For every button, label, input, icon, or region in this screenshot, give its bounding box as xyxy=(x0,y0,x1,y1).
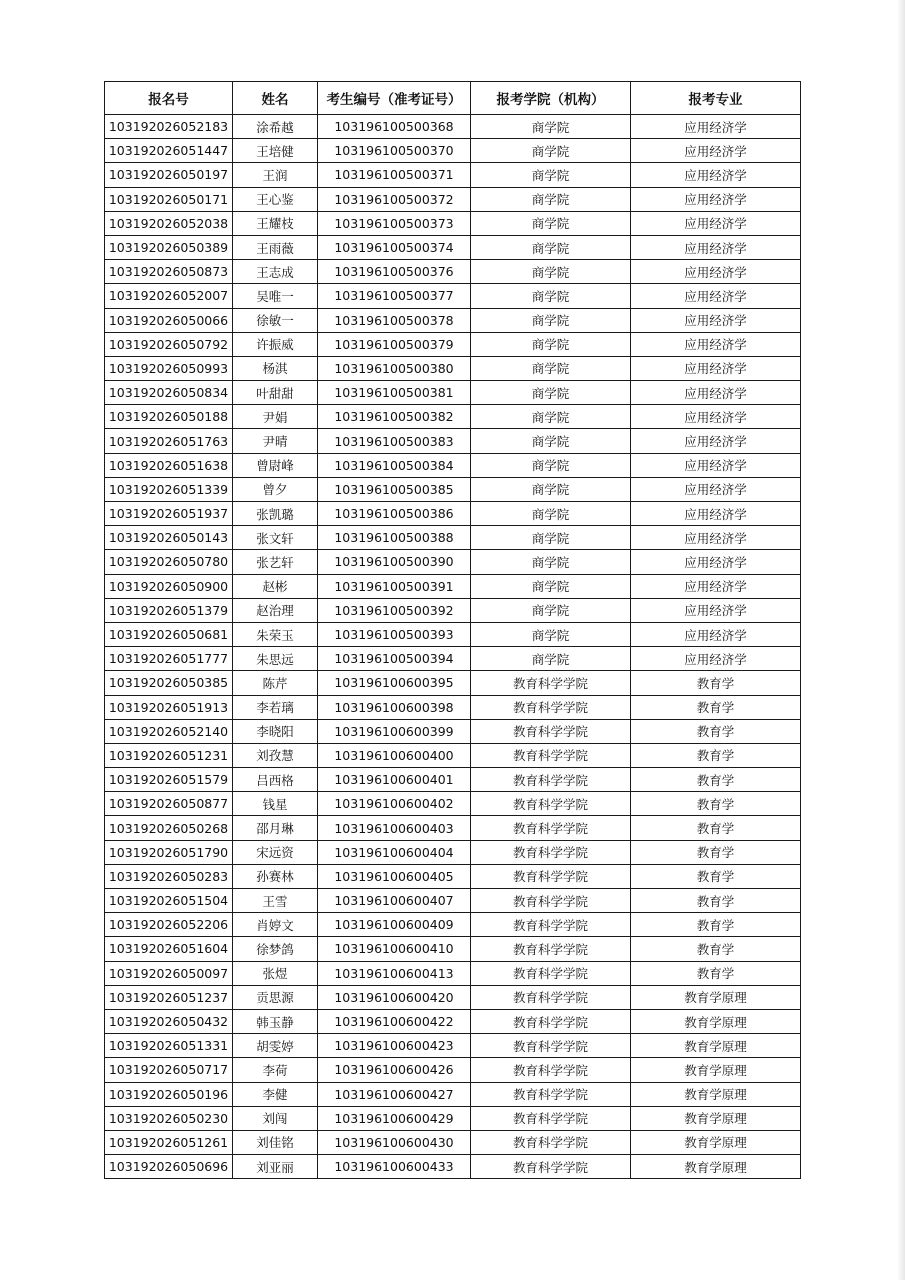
major-cell: 应用经济学 xyxy=(631,260,801,284)
registration-no-cell: 103192026052007 xyxy=(105,284,233,308)
admission-list-table xyxy=(104,81,801,1179)
candidate-no-cell: 103196100600433 xyxy=(318,1155,471,1179)
table-row xyxy=(105,235,801,259)
registration-no-cell: 103192026051777 xyxy=(105,647,233,671)
table-row xyxy=(105,356,801,380)
name-cell: 李健 xyxy=(233,1082,318,1106)
college-cell: 商学院 xyxy=(471,260,631,284)
candidate-no-cell: 103196100600420 xyxy=(318,985,471,1009)
major-cell: 应用经济学 xyxy=(631,187,801,211)
candidate-no-cell: 103196100600423 xyxy=(318,1034,471,1058)
registration-no-cell: 103192026050834 xyxy=(105,381,233,405)
college-cell: 商学院 xyxy=(471,356,631,380)
header-row xyxy=(105,82,801,115)
table-row xyxy=(105,139,801,163)
college-cell: 商学院 xyxy=(471,550,631,574)
table-row xyxy=(105,477,801,501)
major-cell: 应用经济学 xyxy=(631,550,801,574)
table-row xyxy=(105,1155,801,1179)
name-cell: 徐梦鸽 xyxy=(233,937,318,961)
registration-no-cell: 103192026050385 xyxy=(105,671,233,695)
candidate-no-cell: 103196100500370 xyxy=(318,139,471,163)
college-cell: 商学院 xyxy=(471,598,631,622)
major-cell: 教育学原理 xyxy=(631,1130,801,1154)
college-cell: 商学院 xyxy=(471,502,631,526)
registration-no-cell: 103192026050171 xyxy=(105,187,233,211)
table-row xyxy=(105,695,801,719)
registration-no-cell: 103192026052140 xyxy=(105,719,233,743)
college-cell: 教育科学学院 xyxy=(471,1082,631,1106)
name-cell: 刘孜慧 xyxy=(233,743,318,767)
college-cell: 商学院 xyxy=(471,211,631,235)
table-row xyxy=(105,768,801,792)
college-cell: 教育科学学院 xyxy=(471,743,631,767)
registration-no-cell: 103192026051331 xyxy=(105,1034,233,1058)
table-row xyxy=(105,1106,801,1130)
college-cell: 商学院 xyxy=(471,526,631,550)
registration-no-cell: 103192026050900 xyxy=(105,574,233,598)
table-row xyxy=(105,840,801,864)
table-header xyxy=(105,82,801,115)
header-candidate-no: 考生编号（准考证号） xyxy=(318,82,471,115)
candidate-no-cell: 103196100500392 xyxy=(318,598,471,622)
candidate-no-cell: 103196100500380 xyxy=(318,356,471,380)
candidate-no-cell: 103196100500383 xyxy=(318,429,471,453)
college-cell: 商学院 xyxy=(471,115,631,139)
candidate-no-cell: 103196100600410 xyxy=(318,937,471,961)
major-cell: 教育学 xyxy=(631,695,801,719)
table-row xyxy=(105,260,801,284)
college-cell: 商学院 xyxy=(471,647,631,671)
college-cell: 商学院 xyxy=(471,308,631,332)
college-cell: 教育科学学院 xyxy=(471,695,631,719)
name-cell: 徐敏一 xyxy=(233,308,318,332)
table-row xyxy=(105,1130,801,1154)
major-cell: 应用经济学 xyxy=(631,574,801,598)
name-cell: 钱星 xyxy=(233,792,318,816)
major-cell: 应用经济学 xyxy=(631,622,801,646)
table-row xyxy=(105,550,801,574)
name-cell: 许振威 xyxy=(233,332,318,356)
candidate-no-cell: 103196100600399 xyxy=(318,719,471,743)
college-cell: 教育科学学院 xyxy=(471,1009,631,1033)
name-cell: 王润 xyxy=(233,163,318,187)
college-cell: 商学院 xyxy=(471,284,631,308)
table-row xyxy=(105,453,801,477)
table-row xyxy=(105,671,801,695)
major-cell: 教育学原理 xyxy=(631,1058,801,1082)
name-cell: 邵月琳 xyxy=(233,816,318,840)
table-row xyxy=(105,792,801,816)
table-row xyxy=(105,405,801,429)
major-cell: 教育学 xyxy=(631,671,801,695)
name-cell: 吴唯一 xyxy=(233,284,318,308)
name-cell: 涂希越 xyxy=(233,115,318,139)
candidate-no-cell: 103196100600404 xyxy=(318,840,471,864)
table-row xyxy=(105,1058,801,1082)
college-cell: 商学院 xyxy=(471,574,631,598)
name-cell: 杨淇 xyxy=(233,356,318,380)
name-cell: 刘亚丽 xyxy=(233,1155,318,1179)
table-row xyxy=(105,211,801,235)
college-cell: 教育科学学院 xyxy=(471,1034,631,1058)
table-row xyxy=(105,1034,801,1058)
table-row xyxy=(105,864,801,888)
candidate-no-cell: 103196100500386 xyxy=(318,502,471,526)
registration-no-cell: 103192026051339 xyxy=(105,477,233,501)
registration-no-cell: 103192026050188 xyxy=(105,405,233,429)
registration-no-cell: 103192026050792 xyxy=(105,332,233,356)
header-registration-no: 报名号 xyxy=(105,82,233,115)
registration-no-cell: 103192026052038 xyxy=(105,211,233,235)
candidate-no-cell: 103196100500391 xyxy=(318,574,471,598)
major-cell: 应用经济学 xyxy=(631,405,801,429)
major-cell: 应用经济学 xyxy=(631,163,801,187)
major-cell: 教育学 xyxy=(631,816,801,840)
name-cell: 赵彬 xyxy=(233,574,318,598)
major-cell: 应用经济学 xyxy=(631,429,801,453)
name-cell: 王耀枝 xyxy=(233,211,318,235)
college-cell: 商学院 xyxy=(471,139,631,163)
name-cell: 赵治理 xyxy=(233,598,318,622)
major-cell: 应用经济学 xyxy=(631,526,801,550)
registration-no-cell: 103192026050197 xyxy=(105,163,233,187)
name-cell: 韩玉静 xyxy=(233,1009,318,1033)
college-cell: 教育科学学院 xyxy=(471,1155,631,1179)
candidate-no-cell: 103196100600402 xyxy=(318,792,471,816)
college-cell: 教育科学学院 xyxy=(471,937,631,961)
name-cell: 胡雯婷 xyxy=(233,1034,318,1058)
registration-no-cell: 103192026051913 xyxy=(105,695,233,719)
registration-no-cell: 103192026050993 xyxy=(105,356,233,380)
college-cell: 教育科学学院 xyxy=(471,768,631,792)
college-cell: 商学院 xyxy=(471,381,631,405)
registration-no-cell: 103192026050432 xyxy=(105,1009,233,1033)
name-cell: 张煜 xyxy=(233,961,318,985)
registration-no-cell: 103192026051504 xyxy=(105,889,233,913)
registration-no-cell: 103192026052206 xyxy=(105,913,233,937)
candidate-no-cell: 103196100600422 xyxy=(318,1009,471,1033)
table-row xyxy=(105,163,801,187)
header-college: 报考学院（机构） xyxy=(471,82,631,115)
registration-no-cell: 103192026052183 xyxy=(105,115,233,139)
major-cell: 应用经济学 xyxy=(631,211,801,235)
college-cell: 商学院 xyxy=(471,477,631,501)
college-cell: 教育科学学院 xyxy=(471,889,631,913)
major-cell: 应用经济学 xyxy=(631,332,801,356)
name-cell: 王雨薇 xyxy=(233,235,318,259)
name-cell: 张凯璐 xyxy=(233,502,318,526)
registration-no-cell: 103192026050143 xyxy=(105,526,233,550)
table-row xyxy=(105,1009,801,1033)
registration-no-cell: 103192026051604 xyxy=(105,937,233,961)
registration-no-cell: 103192026050268 xyxy=(105,816,233,840)
college-cell: 教育科学学院 xyxy=(471,792,631,816)
name-cell: 陈芹 xyxy=(233,671,318,695)
candidate-no-cell: 103196100600409 xyxy=(318,913,471,937)
table-row xyxy=(105,526,801,550)
candidate-no-cell: 103196100500376 xyxy=(318,260,471,284)
college-cell: 教育科学学院 xyxy=(471,961,631,985)
candidate-no-cell: 103196100600427 xyxy=(318,1082,471,1106)
name-cell: 孙赛林 xyxy=(233,864,318,888)
table-row xyxy=(105,743,801,767)
table-row xyxy=(105,429,801,453)
college-cell: 商学院 xyxy=(471,332,631,356)
registration-no-cell: 103192026051937 xyxy=(105,502,233,526)
major-cell: 应用经济学 xyxy=(631,502,801,526)
registration-no-cell: 103192026051579 xyxy=(105,768,233,792)
candidate-no-cell: 103196100600403 xyxy=(318,816,471,840)
major-cell: 教育学 xyxy=(631,768,801,792)
candidate-no-cell: 103196100600401 xyxy=(318,768,471,792)
registration-no-cell: 103192026050230 xyxy=(105,1106,233,1130)
name-cell: 张艺轩 xyxy=(233,550,318,574)
table-row xyxy=(105,719,801,743)
college-cell: 商学院 xyxy=(471,429,631,453)
name-cell: 吕西格 xyxy=(233,768,318,792)
candidate-no-cell: 103196100600398 xyxy=(318,695,471,719)
page-edge-shadow xyxy=(897,0,905,1280)
registration-no-cell: 103192026050097 xyxy=(105,961,233,985)
major-cell: 教育学 xyxy=(631,792,801,816)
major-cell: 应用经济学 xyxy=(631,139,801,163)
major-cell: 教育学 xyxy=(631,864,801,888)
candidate-no-cell: 103196100600400 xyxy=(318,743,471,767)
college-cell: 商学院 xyxy=(471,453,631,477)
candidate-no-cell: 103196100500382 xyxy=(318,405,471,429)
registration-no-cell: 103192026051447 xyxy=(105,139,233,163)
major-cell: 教育学原理 xyxy=(631,1009,801,1033)
name-cell: 贡思源 xyxy=(233,985,318,1009)
table-row xyxy=(105,115,801,139)
major-cell: 应用经济学 xyxy=(631,477,801,501)
name-cell: 尹晴 xyxy=(233,429,318,453)
table-row xyxy=(105,574,801,598)
candidate-no-cell: 103196100600430 xyxy=(318,1130,471,1154)
table-row xyxy=(105,961,801,985)
name-cell: 李荷 xyxy=(233,1058,318,1082)
major-cell: 应用经济学 xyxy=(631,647,801,671)
major-cell: 应用经济学 xyxy=(631,284,801,308)
table-body xyxy=(105,115,801,1179)
major-cell: 应用经济学 xyxy=(631,356,801,380)
major-cell: 教育学 xyxy=(631,937,801,961)
major-cell: 教育学原理 xyxy=(631,985,801,1009)
name-cell: 朱思远 xyxy=(233,647,318,671)
name-cell: 王雪 xyxy=(233,889,318,913)
name-cell: 曾尉峰 xyxy=(233,453,318,477)
table-row xyxy=(105,598,801,622)
candidate-no-cell: 103196100500393 xyxy=(318,622,471,646)
name-cell: 刘佳铭 xyxy=(233,1130,318,1154)
major-cell: 应用经济学 xyxy=(631,453,801,477)
registration-no-cell: 103192026051261 xyxy=(105,1130,233,1154)
college-cell: 教育科学学院 xyxy=(471,816,631,840)
major-cell: 应用经济学 xyxy=(631,115,801,139)
major-cell: 教育学原理 xyxy=(631,1082,801,1106)
registration-no-cell: 103192026051231 xyxy=(105,743,233,767)
major-cell: 教育学 xyxy=(631,840,801,864)
table-row xyxy=(105,187,801,211)
candidate-no-cell: 103196100500372 xyxy=(318,187,471,211)
candidate-no-cell: 103196100500378 xyxy=(318,308,471,332)
registration-no-cell: 103192026050877 xyxy=(105,792,233,816)
table-row xyxy=(105,1082,801,1106)
candidate-no-cell: 103196100500374 xyxy=(318,235,471,259)
name-cell: 王心鉴 xyxy=(233,187,318,211)
candidate-no-cell: 103196100500371 xyxy=(318,163,471,187)
name-cell: 张文轩 xyxy=(233,526,318,550)
name-cell: 刘闯 xyxy=(233,1106,318,1130)
candidate-no-cell: 103196100500390 xyxy=(318,550,471,574)
college-cell: 教育科学学院 xyxy=(471,864,631,888)
candidate-no-cell: 103196100500368 xyxy=(318,115,471,139)
college-cell: 教育科学学院 xyxy=(471,719,631,743)
registration-no-cell: 103192026051379 xyxy=(105,598,233,622)
candidate-no-cell: 103196100600429 xyxy=(318,1106,471,1130)
major-cell: 教育学原理 xyxy=(631,1155,801,1179)
name-cell: 尹娟 xyxy=(233,405,318,429)
major-cell: 教育学原理 xyxy=(631,1106,801,1130)
major-cell: 教育学 xyxy=(631,961,801,985)
college-cell: 教育科学学院 xyxy=(471,985,631,1009)
registration-no-cell: 103192026050873 xyxy=(105,260,233,284)
registration-no-cell: 103192026051638 xyxy=(105,453,233,477)
table-row xyxy=(105,889,801,913)
table-row xyxy=(105,332,801,356)
registration-no-cell: 103192026051237 xyxy=(105,985,233,1009)
college-cell: 教育科学学院 xyxy=(471,1130,631,1154)
table-row xyxy=(105,937,801,961)
candidate-no-cell: 103196100600426 xyxy=(318,1058,471,1082)
table-row xyxy=(105,502,801,526)
college-cell: 商学院 xyxy=(471,187,631,211)
name-cell: 肖婷文 xyxy=(233,913,318,937)
college-cell: 教育科学学院 xyxy=(471,1106,631,1130)
candidate-no-cell: 103196100600407 xyxy=(318,889,471,913)
college-cell: 商学院 xyxy=(471,405,631,429)
name-cell: 李若璃 xyxy=(233,695,318,719)
table-row xyxy=(105,308,801,332)
candidate-no-cell: 103196100500385 xyxy=(318,477,471,501)
registration-no-cell: 103192026050780 xyxy=(105,550,233,574)
candidate-no-cell: 103196100500379 xyxy=(318,332,471,356)
candidate-no-cell: 103196100600405 xyxy=(318,864,471,888)
header-name: 姓名 xyxy=(233,82,318,115)
major-cell: 教育学原理 xyxy=(631,1034,801,1058)
table-row xyxy=(105,647,801,671)
candidate-no-cell: 103196100500388 xyxy=(318,526,471,550)
major-cell: 应用经济学 xyxy=(631,381,801,405)
college-cell: 教育科学学院 xyxy=(471,840,631,864)
name-cell: 曾夕 xyxy=(233,477,318,501)
major-cell: 应用经济学 xyxy=(631,598,801,622)
registration-no-cell: 103192026050196 xyxy=(105,1082,233,1106)
registration-no-cell: 103192026050696 xyxy=(105,1155,233,1179)
name-cell: 叶甜甜 xyxy=(233,381,318,405)
college-cell: 商学院 xyxy=(471,163,631,187)
name-cell: 宋远资 xyxy=(233,840,318,864)
college-cell: 商学院 xyxy=(471,235,631,259)
table-row xyxy=(105,381,801,405)
table-row xyxy=(105,622,801,646)
major-cell: 应用经济学 xyxy=(631,308,801,332)
name-cell: 王培健 xyxy=(233,139,318,163)
candidate-no-cell: 103196100600413 xyxy=(318,961,471,985)
table-row xyxy=(105,985,801,1009)
registration-no-cell: 103192026050066 xyxy=(105,308,233,332)
name-cell: 王志成 xyxy=(233,260,318,284)
major-cell: 教育学 xyxy=(631,719,801,743)
name-cell: 朱荣玉 xyxy=(233,622,318,646)
candidate-no-cell: 103196100600395 xyxy=(318,671,471,695)
college-cell: 商学院 xyxy=(471,622,631,646)
registration-no-cell: 103192026050681 xyxy=(105,622,233,646)
candidate-no-cell: 103196100500381 xyxy=(318,381,471,405)
college-cell: 教育科学学院 xyxy=(471,1058,631,1082)
major-cell: 教育学 xyxy=(631,889,801,913)
college-cell: 教育科学学院 xyxy=(471,671,631,695)
registration-no-cell: 103192026050283 xyxy=(105,864,233,888)
candidate-no-cell: 103196100500373 xyxy=(318,211,471,235)
header-major: 报考专业 xyxy=(631,82,801,115)
table-row xyxy=(105,913,801,937)
registration-no-cell: 103192026051763 xyxy=(105,429,233,453)
table-row xyxy=(105,284,801,308)
candidate-no-cell: 103196100500394 xyxy=(318,647,471,671)
candidate-no-cell: 103196100500384 xyxy=(318,453,471,477)
major-cell: 应用经济学 xyxy=(631,235,801,259)
table-row xyxy=(105,816,801,840)
major-cell: 教育学 xyxy=(631,743,801,767)
registration-no-cell: 103192026050717 xyxy=(105,1058,233,1082)
college-cell: 教育科学学院 xyxy=(471,913,631,937)
registration-no-cell: 103192026050389 xyxy=(105,235,233,259)
candidate-no-cell: 103196100500377 xyxy=(318,284,471,308)
registration-no-cell: 103192026051790 xyxy=(105,840,233,864)
name-cell: 李晓阳 xyxy=(233,719,318,743)
major-cell: 教育学 xyxy=(631,913,801,937)
